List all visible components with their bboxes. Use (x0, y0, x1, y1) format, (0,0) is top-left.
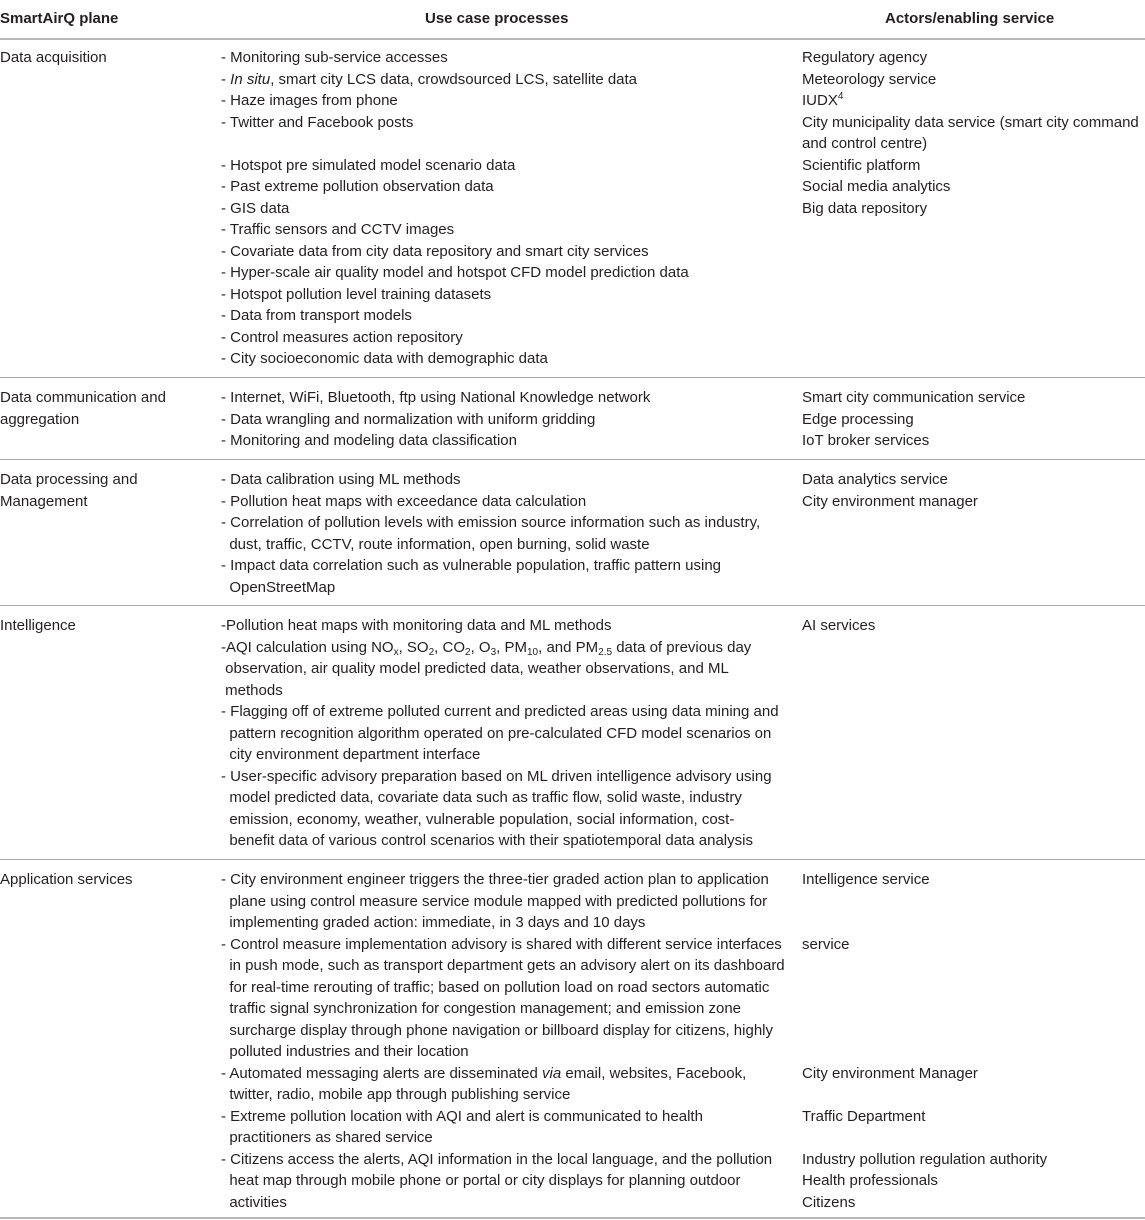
row-actors-data-acquisition: Regulatory agency Meteorology service IUDX$^4$ City municipality data service (smart city command and control centre) Scientific platform Social media analytics Big data repository (802, 49, 1139, 217)
process-line-via: - Automated messaging alerts are disseminated via email, websites, Facebook, (221, 1064, 747, 1082)
process-line: - GIS data (221, 199, 290, 217)
row-plane-data-communication: Data communication and aggregation (0, 389, 166, 428)
row-divider (0, 459, 1145, 460)
header-processes: Use case processes (425, 10, 569, 27)
header-actors: Actors/enabling service (885, 10, 1055, 27)
process-line: - Past extreme pollution observation data (221, 178, 494, 195)
row-actors-data-communication: Smart city communication service Edge processing IoT broker services (802, 389, 1026, 449)
process-line: - Control measures action repository (221, 328, 463, 346)
header-plane: SmartAirQ plane (0, 10, 119, 27)
process-line: - Monitoring sub-service accesses (221, 49, 448, 66)
row-divider (0, 605, 1145, 606)
row-processes-application-services: - City environment engineer triggers the three-tier graded action plan to application plane using control measure service module mapped with predicted pollutions for implementing graded action: immediate, in 3 days and 10 days - Control measure implementation advisory is shared with different service interfaces in push mode, such as transport department gets an advisory alert on its dashboard for real-time rerouting of traffic; based on pollution load on road sectors automatic traffic signal synchronization for congestion management; and emission zone surcharge display through phone navigation or billboard display for citizens, highly polluted industries and their location - Automated messaging alerts are disseminated via email, websites, Facebook, twitter, radio, mobile app through publishing service - Extreme pollution location with AQI and alert is communicated to health practitioners as shared service - Citizens access the alerts, AQI information in the local language, and the pollution heat map through mobile phone or portal or city displays for planning outdoor activities (221, 871, 785, 1211)
row-plane-data-acquisition: Data acquisition (0, 49, 107, 66)
process-line: - Data from transport models (221, 307, 412, 324)
actor-iudx: IUDX$^4$ (802, 91, 844, 109)
row-processes-data-communication: - Internet, WiFi, Bluetooth, ftp using National Knowledge network - Data wrangling and normalization with uniform gridding - Monitoring and modeling data classification (221, 389, 651, 449)
row-processes-data-acquisition (221, 47, 689, 370)
process-line: - Hotspot pre simulated model scenario data (221, 156, 516, 174)
table-bottom-rule (0, 1217, 1145, 1219)
process-line-aqi: -AQI calculation using $NO_x$, $SO_2$, $CO_2$, $O_3$, $PM_{10}$, and $PM_{2.5}$ data of previous day (221, 638, 752, 658)
row-plane-application-services: Application services (0, 871, 133, 888)
row-processes-intelligence: -Pollution heat maps with monitoring data and ML methods -AQI calculation using $NO_x$, $SO_2$, $CO_2$, $O_3$, $PM_{10}$, and $PM_{2.5}$ data of previous day observation, air quality model predicted data, weather observations, and ML methods - Flagging off of extreme polluted current and predicted areas using data mining and pattern recognition algorithm operated on pre-calculated CFD model scenarios on city environment department interface - User-specific advisory preparation based on ML driven intelligence advisory using model predicted data, covariate data such as traffic flow, solid waste, industry emission, economy, weather, vulnerable population, social information, cost- benefit data of various control scenarios with their spatiotemporal data analysis (221, 617, 779, 849)
process-line-in-situ: - In situ, smart city LCS data, crowdsourced LCS, satellite data (221, 70, 638, 88)
process-line: - City socioeconomic data with demographic data (221, 350, 548, 367)
row-actors-application-services: Intelligence service service City environment Manager Traffic Department Industry pollution regulation authority Health professionals Citizens (802, 871, 1048, 1211)
row-actors-data-processing: Data analytics service City environment manager (802, 471, 978, 510)
row-plane-data-processing: Data processing and Management (0, 471, 138, 510)
row-divider (0, 859, 1145, 860)
header-rule (0, 38, 1145, 40)
process-line: - Haze images from phone (221, 92, 398, 109)
process-line: - Hyper-scale air quality model and hotspot CFD model prediction data (221, 264, 689, 281)
row-actors-intelligence: AI services (802, 617, 876, 634)
row-divider (0, 377, 1145, 378)
process-line: - Covariate data from city data repository and smart city services (221, 242, 649, 260)
process-line: - Hotspot pollution level training datasets (221, 285, 492, 303)
row-plane-intelligence: Intelligence (0, 617, 76, 634)
process-line: - Traffic sensors and CCTV images (221, 221, 455, 238)
row-processes-data-processing: - Data calibration using ML methods - Pollution heat maps with exceedance data calculation - Correlation of pollution levels with emission source information such as industry, dust, traffic, CCTV, route information, open burning, solid waste - Impact data correlation such as vulnerable population, traffic pattern using OpenStreetMap (221, 471, 761, 596)
process-line: - Twitter and Facebook posts (221, 113, 414, 131)
